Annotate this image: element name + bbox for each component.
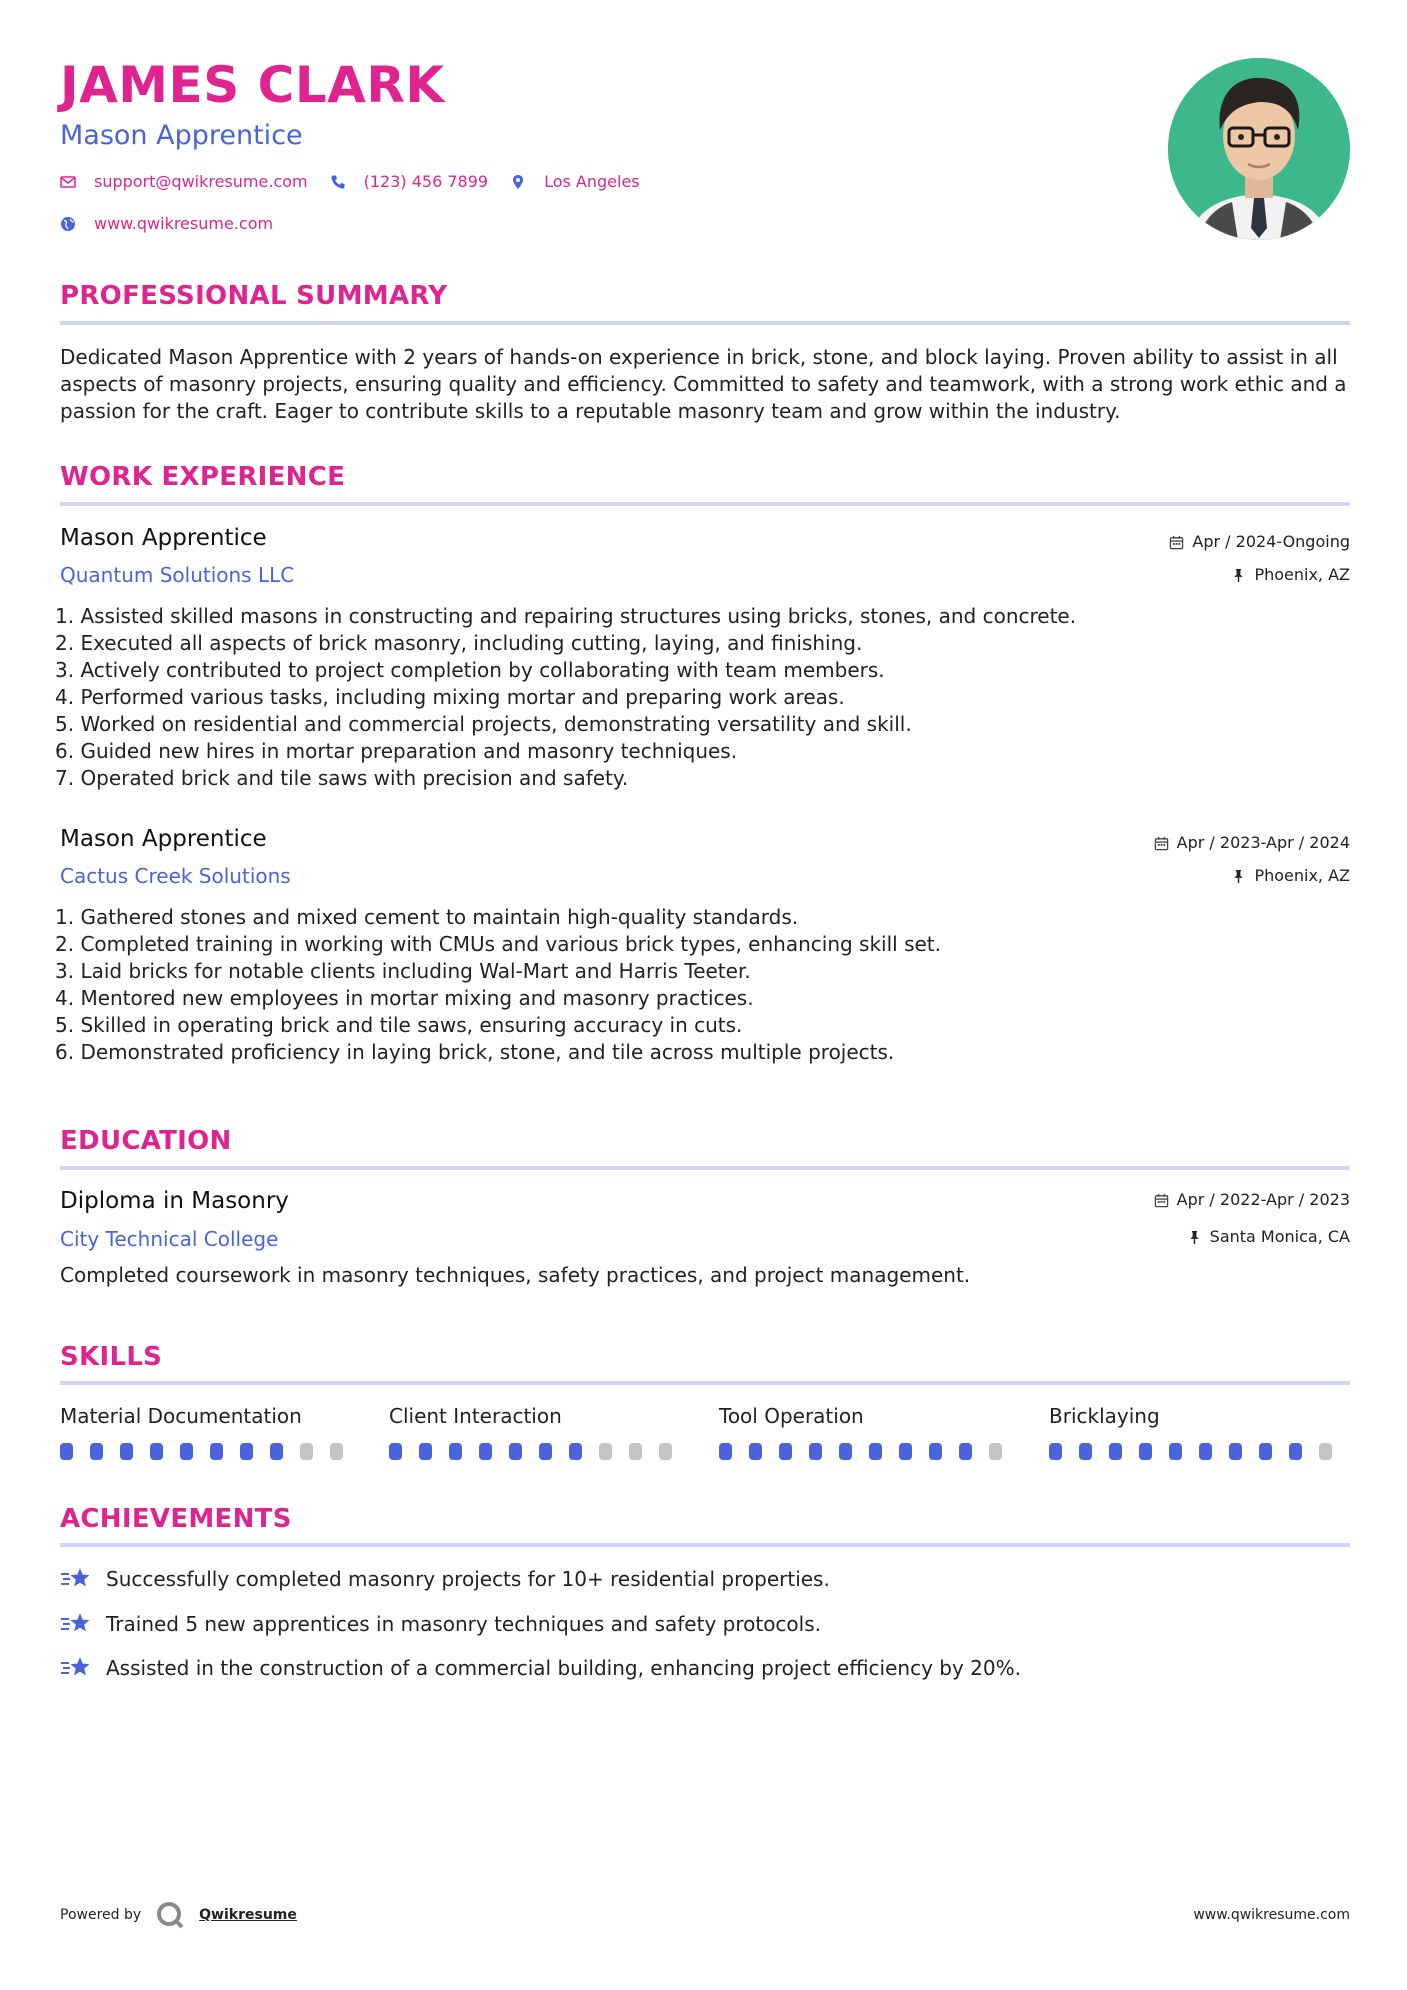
list-item: 3. Laid bricks for notable clients including Wal-Mart and Harris Teeter. xyxy=(55,959,751,983)
job-company: Quantum Solutions LLC xyxy=(60,563,295,587)
rating-dot-filled xyxy=(779,1443,792,1460)
footer-powered-by xyxy=(60,1900,297,1930)
rating-dot-filled xyxy=(210,1443,223,1460)
contact-row-website xyxy=(60,214,295,233)
rating-dot-empty xyxy=(330,1443,343,1460)
summary-text: Dedicated Mason Apprentice with 2 years of hands-on experience in brick, stone, and block laying. Proven ability to assist in all aspects of masonry projects, ensuring quality and efficiency. Committed to safety and teamwork, with a strong work ethic and a passion for the craft. Eager to contribute skills to a reputable masonry team and grow within the industry. xyxy=(60,345,1347,423)
rating-dot-filled xyxy=(569,1443,582,1460)
job-bullets xyxy=(55,904,941,1066)
skill-name: Material Documentation xyxy=(60,1404,302,1428)
rating-dot-filled xyxy=(809,1443,822,1460)
skill-rating xyxy=(389,1443,689,1460)
rating-dot-filled xyxy=(270,1443,283,1460)
shooting-star-icon xyxy=(60,1566,92,1592)
degree-title: Diploma in Masonry xyxy=(60,1188,289,1214)
job-company: Cactus Creek Solutions xyxy=(60,864,291,888)
phone-text: (123) 456 7899 xyxy=(363,172,489,191)
rating-dot-filled xyxy=(479,1443,492,1460)
pushpin-icon xyxy=(1231,869,1246,884)
list-item: 2. Executed all aspects of brick masonry, including cutting, laying, and finishing. xyxy=(55,631,863,655)
job-dates xyxy=(1169,534,1350,550)
achievement-item xyxy=(60,1611,821,1637)
skill-name: Tool Operation xyxy=(719,1404,864,1428)
skill-item xyxy=(1049,1406,1349,1460)
section-divider xyxy=(60,502,1350,506)
section-divider xyxy=(60,1166,1350,1170)
email-text: support@qwikresume.com xyxy=(94,172,308,191)
section-title-summary: PROFESSIONAL SUMMARY xyxy=(60,281,448,311)
list-item: 5. Worked on residential and commercial projects, demonstrating versatility and skill. xyxy=(55,712,912,736)
job-location-text: Phoenix, AZ xyxy=(1254,866,1350,885)
shooting-star-icon xyxy=(60,1611,92,1637)
job-title: Mason Apprentice xyxy=(60,525,267,551)
rating-dot-filled xyxy=(419,1443,432,1460)
skill-item xyxy=(719,1406,1019,1460)
list-item: 3. Actively contributed to project completion by collaborating with team members. xyxy=(55,658,885,682)
candidate-name: JAMES CLARK xyxy=(60,56,445,114)
calendar-icon xyxy=(1154,1193,1169,1208)
rating-dot-filled xyxy=(509,1443,522,1460)
section-divider xyxy=(60,1381,1350,1385)
list-item: 1. Assisted skilled masons in constructing and repairing structures using bricks, stones, and concrete. xyxy=(55,604,1077,628)
rating-dot-filled xyxy=(449,1443,462,1460)
shooting-star-icon xyxy=(60,1655,92,1681)
pushpin-icon xyxy=(1187,1230,1202,1245)
rating-dot-filled xyxy=(1109,1443,1122,1460)
skill-name: Bricklaying xyxy=(1049,1404,1160,1428)
rating-dot-filled xyxy=(240,1443,253,1460)
skill-rating xyxy=(1049,1443,1349,1460)
job-dates-text: Apr / 2024-Ongoing xyxy=(1192,532,1350,551)
rating-dot-filled xyxy=(1049,1443,1062,1460)
skill-name: Client Interaction xyxy=(389,1404,562,1428)
skill-rating xyxy=(719,1443,1019,1460)
website-text: www.qwikresume.com xyxy=(94,214,274,233)
rating-dot-filled xyxy=(959,1443,972,1460)
rating-dot-empty xyxy=(1319,1443,1332,1460)
rating-dot-filled xyxy=(1199,1443,1212,1460)
profile-photo xyxy=(1168,58,1350,240)
rating-dot-empty xyxy=(300,1443,313,1460)
list-item: 1. Gathered stones and mixed cement to maintain high-quality standards. xyxy=(55,905,799,929)
job-dates xyxy=(1154,835,1350,851)
rating-dot-filled xyxy=(749,1443,762,1460)
education-location xyxy=(1187,1229,1350,1245)
rating-dot-filled xyxy=(1079,1443,1092,1460)
contact-location xyxy=(510,172,640,191)
education-dates xyxy=(1154,1192,1350,1208)
contact-row xyxy=(60,172,662,191)
envelope-icon xyxy=(60,174,76,190)
section-divider xyxy=(60,1543,1350,1547)
section-title-skills: SKILLS xyxy=(60,1342,163,1372)
rating-dot-filled xyxy=(120,1443,133,1460)
school-name: City Technical College xyxy=(60,1227,279,1251)
location-text: Los Angeles xyxy=(544,172,640,191)
rating-dot-filled xyxy=(869,1443,882,1460)
section-title-education: EDUCATION xyxy=(60,1126,232,1156)
achievement-text: Trained 5 new apprentices in masonry techniques and safety protocols. xyxy=(106,1612,821,1636)
job-title: Mason Apprentice xyxy=(60,826,267,852)
education-description: Completed coursework in masonry techniques, safety practices, and project management. xyxy=(60,1263,971,1287)
contact-email[interactable] xyxy=(60,172,308,191)
rating-dot-filled xyxy=(539,1443,552,1460)
rating-dot-filled xyxy=(60,1443,73,1460)
education-dates-text: Apr / 2022-Apr / 2023 xyxy=(1176,1190,1350,1209)
rating-dot-filled xyxy=(150,1443,163,1460)
rating-dot-filled xyxy=(389,1443,402,1460)
list-item: 5. Skilled in operating brick and tile saws, ensuring accuracy in cuts. xyxy=(55,1013,743,1037)
rating-dot-filled xyxy=(180,1443,193,1460)
list-item: 4. Performed various tasks, including mixing mortar and preparing work areas. xyxy=(55,685,845,709)
rating-dot-empty xyxy=(599,1443,612,1460)
calendar-icon xyxy=(1169,535,1184,550)
section-title-experience: WORK EXPERIENCE xyxy=(60,462,346,492)
section-title-achievements: ACHIEVEMENTS xyxy=(60,1504,292,1534)
rating-dot-filled xyxy=(899,1443,912,1460)
rating-dot-filled xyxy=(1169,1443,1182,1460)
education-location-text: Santa Monica, CA xyxy=(1209,1227,1350,1246)
job-dates-text: Apr / 2023-Apr / 2024 xyxy=(1176,833,1350,852)
skill-rating xyxy=(60,1443,360,1460)
list-item: 6. Guided new hires in mortar preparation and masonry techniques. xyxy=(55,739,738,763)
job-location xyxy=(1231,868,1350,884)
rating-dot-filled xyxy=(1289,1443,1302,1460)
globe-icon xyxy=(60,216,76,232)
rating-dot-filled xyxy=(1229,1443,1242,1460)
list-item: 2. Completed training in working with CMUs and various brick types, enhancing skill set. xyxy=(55,932,942,956)
achievement-item xyxy=(60,1566,830,1592)
section-divider xyxy=(60,321,1350,325)
brand-link[interactable]: Qwikresume xyxy=(199,1907,297,1923)
phone-icon xyxy=(330,174,346,190)
rating-dot-filled xyxy=(719,1443,732,1460)
rating-dot-empty xyxy=(629,1443,642,1460)
candidate-role: Mason Apprentice xyxy=(60,120,303,151)
achievement-text: Successfully completed masonry projects for 10+ residential properties. xyxy=(106,1567,830,1591)
contact-website[interactable] xyxy=(60,214,273,233)
skill-item xyxy=(389,1406,689,1460)
job-bullets xyxy=(55,603,1076,792)
achievement-text: Assisted in the construction of a commercial building, enhancing project efficiency by 20%. xyxy=(106,1656,1021,1680)
rating-dot-filled xyxy=(839,1443,852,1460)
footer-website[interactable]: www.qwikresume.com xyxy=(1193,1907,1350,1923)
rating-dot-empty xyxy=(659,1443,672,1460)
list-item: 4. Mentored new employees in mortar mixing and masonry practices. xyxy=(55,986,754,1010)
achievement-item xyxy=(60,1655,1021,1681)
rating-dot-filled xyxy=(90,1443,103,1460)
powered-by-text: Powered by xyxy=(60,1907,142,1923)
rating-dot-filled xyxy=(929,1443,942,1460)
job-location-text: Phoenix, AZ xyxy=(1254,565,1350,584)
list-item: 7. Operated brick and tile saws with precision and safety. xyxy=(55,766,629,790)
skill-item xyxy=(60,1406,360,1460)
rating-dot-filled xyxy=(1139,1443,1152,1460)
contact-phone[interactable] xyxy=(330,172,488,191)
pushpin-icon xyxy=(1231,568,1246,583)
rating-dot-filled xyxy=(1259,1443,1272,1460)
map-pin-icon xyxy=(510,174,526,190)
rating-dot-empty xyxy=(989,1443,1002,1460)
calendar-icon xyxy=(1154,836,1169,851)
list-item: 6. Demonstrated proficiency in laying brick, stone, and tile across multiple projects. xyxy=(55,1040,895,1064)
job-location xyxy=(1231,567,1350,583)
qwikresume-logo-icon xyxy=(155,1900,185,1930)
